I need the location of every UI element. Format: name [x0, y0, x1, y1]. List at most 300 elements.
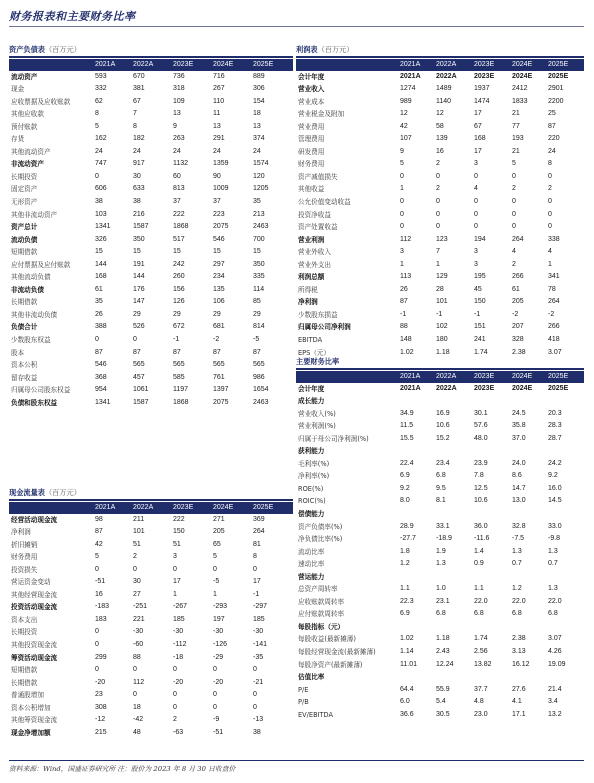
balance-sheet-row	[9, 321, 293, 334]
balance-sheet-row	[9, 71, 293, 84]
cell-value: 736	[173, 72, 185, 80]
row-label: 资产总计	[11, 223, 38, 232]
ratios-row	[296, 558, 584, 571]
ratios-col-header: 2024E	[512, 371, 548, 383]
row-label: 营业利润	[298, 235, 325, 244]
cell-value: 1	[400, 185, 404, 193]
cell-value: 0	[436, 223, 440, 231]
cell-value: 1937	[474, 85, 490, 93]
cell-value: 1.4	[474, 547, 484, 555]
cell-value: 15.2	[436, 434, 450, 442]
source-note: 资料来源：Wind，国盛证券研究所 注：股价为 2023 年 8 月 30 日收盘价	[9, 765, 236, 773]
row-label: 资产减值损失	[298, 172, 338, 181]
cell-value: 813	[173, 185, 185, 193]
cell-value: 1061	[133, 386, 149, 394]
row-label: 财务费用	[298, 160, 325, 169]
cell-value: 2.38	[512, 348, 526, 356]
cell-value: 1868	[173, 223, 189, 231]
cell-value: 13	[253, 122, 261, 130]
cash-flow-row	[9, 564, 293, 577]
cell-value	[512, 395, 548, 408]
row-label: 每股收益(最新摊薄)	[298, 635, 356, 644]
cell-value	[436, 571, 474, 584]
cell-value: 110	[213, 97, 225, 105]
cell-value: 1833	[512, 97, 528, 105]
cell-value: 88	[400, 323, 408, 331]
cell-value: 0	[173, 703, 177, 711]
row-label: 营运能力	[298, 572, 325, 581]
row-label: 应付账款周转率	[298, 610, 345, 619]
cell-value: -7.5	[512, 535, 525, 543]
cell-value: 565	[173, 361, 185, 369]
cell-value: 51	[133, 540, 141, 548]
cell-value: 12	[436, 110, 444, 118]
cell-value: 2.43	[436, 647, 450, 655]
cell-value: 2	[512, 185, 516, 193]
cell-value: 291	[213, 135, 225, 143]
cell-value: 197	[213, 615, 225, 623]
cell-value: 61	[95, 285, 103, 293]
cell-value: 14.5	[548, 497, 562, 505]
cell-value	[436, 445, 474, 458]
cell-value: 1.0	[436, 585, 446, 593]
cell-value: 1587	[133, 398, 149, 406]
cell-value: 0	[213, 691, 217, 699]
cell-value	[512, 621, 548, 634]
cell-value: 42	[400, 122, 408, 130]
cell-value: 526	[133, 323, 145, 331]
cell-value: 168	[474, 135, 486, 143]
cash-flow-col-header: 2025E	[253, 502, 293, 514]
cell-value: 12.5	[474, 484, 488, 492]
cell-value	[400, 571, 436, 584]
row-label: 所得税	[298, 285, 318, 294]
cell-value: -5	[213, 578, 220, 586]
balance-sheet-rule	[9, 56, 293, 58]
cell-value: 87	[548, 122, 556, 130]
cell-value: 13.0	[512, 497, 526, 505]
income-statement-row	[296, 321, 584, 334]
row-label: 公允价值变动收益	[298, 197, 351, 206]
cell-value: 18	[253, 110, 261, 118]
ratios-row	[296, 533, 584, 546]
cell-value: -5	[253, 335, 260, 343]
cell-value: 4	[512, 248, 516, 256]
balance-sheet-row	[9, 372, 293, 385]
cell-value: -267	[173, 603, 188, 611]
cell-value: 19.09	[548, 660, 566, 668]
balance-sheet-row	[9, 359, 293, 372]
cell-value: -63	[173, 728, 184, 736]
income-statement-title-text: 利润表	[296, 45, 318, 54]
income-statement-row	[296, 96, 584, 109]
balance-sheet-row	[9, 384, 293, 397]
row-label: 每股经营现金流(最新摊薄)	[298, 647, 376, 656]
cell-value: 221	[133, 615, 145, 623]
cell-value: 242	[173, 260, 185, 268]
cell-value: 1.2	[400, 560, 410, 568]
cell-value: 0	[253, 703, 257, 711]
ratios-col-header: 2023E	[474, 371, 512, 383]
cash-flow-col-header: 2024E	[213, 502, 253, 514]
cell-value: 670	[133, 72, 145, 80]
cell-value: 87	[95, 528, 103, 536]
cash-flow-row	[9, 576, 293, 589]
cell-value: 51	[173, 540, 181, 548]
cell-value: 207	[512, 323, 524, 331]
ratios-panel	[296, 355, 584, 721]
cell-value: 215	[95, 728, 107, 736]
cell-value: 2022A	[436, 384, 457, 392]
balance-sheet-table	[9, 59, 293, 410]
cash-flow-rule	[9, 499, 293, 501]
balance-sheet-row	[9, 246, 293, 259]
income-statement-row	[296, 209, 584, 222]
income-statement-panel	[296, 43, 584, 359]
income-statement-row	[296, 234, 584, 247]
income-statement-col-header: 2025E	[548, 59, 584, 71]
cell-value: 176	[133, 285, 145, 293]
cell-value: -20	[95, 678, 106, 686]
row-label: 长期借款	[11, 678, 38, 687]
cell-value: 0	[548, 197, 552, 205]
cell-value	[548, 508, 584, 521]
cell-value: 67	[474, 122, 482, 130]
cell-value: 0	[213, 666, 217, 674]
cell-value: 35	[253, 197, 261, 205]
cell-value: 183	[95, 615, 107, 623]
cell-value	[400, 395, 436, 408]
ratios-col-header: 2025E	[548, 371, 584, 383]
row-label: 每股净资产(最新摊薄)	[298, 660, 363, 669]
cell-value: 20.3	[548, 409, 562, 417]
cell-value: 16	[436, 147, 444, 155]
cell-value: 28	[436, 285, 444, 293]
cell-value: 672	[173, 323, 185, 331]
cell-value: 2	[173, 716, 177, 724]
cell-value: -51	[213, 728, 224, 736]
cell-value: 205	[213, 528, 225, 536]
balance-sheet-row	[9, 234, 293, 247]
cell-value: 1	[400, 260, 404, 268]
cell-value: 144	[95, 260, 107, 268]
cell-value: 1.3	[548, 547, 558, 555]
ratios-rule	[296, 368, 584, 370]
row-label: 营业成本	[298, 97, 325, 106]
cell-value	[436, 671, 474, 684]
cell-value	[400, 621, 436, 634]
cell-value: 182	[133, 135, 145, 143]
cell-value: 98	[95, 515, 103, 523]
cell-value: -13	[253, 716, 264, 724]
cell-value: 2025E	[548, 72, 569, 80]
cell-value	[474, 671, 512, 684]
cell-value: 0	[400, 197, 404, 205]
row-label: 资产处置收益	[298, 223, 338, 232]
cell-value: 7	[436, 248, 440, 256]
cell-value: 0	[512, 210, 516, 218]
row-label: 营业收入	[298, 85, 325, 94]
cell-value	[548, 445, 584, 458]
row-label: 现金净增加额	[11, 728, 51, 737]
cell-value: 15	[95, 248, 103, 256]
cell-value: 123	[436, 235, 448, 243]
cell-value: 22.0	[548, 597, 562, 605]
cell-value: 0.7	[512, 560, 522, 568]
cell-value: 1	[436, 260, 440, 268]
cell-value: 24	[133, 147, 141, 155]
cell-value: 15	[213, 248, 221, 256]
cell-value: 1140	[436, 97, 452, 105]
cash-flow-row	[9, 714, 293, 727]
ratios-row	[296, 383, 584, 396]
cell-value: 0	[512, 172, 516, 180]
cell-value: 24	[213, 147, 221, 155]
cell-value: 17	[173, 578, 181, 586]
cell-value: 28.3	[548, 422, 562, 430]
cell-value: 27	[133, 590, 141, 598]
cell-value: 191	[133, 260, 145, 268]
cell-value: 162	[95, 135, 107, 143]
cell-value: 87	[133, 348, 141, 356]
row-label: 资本公积增加	[11, 703, 51, 712]
cell-value: 78	[548, 285, 556, 293]
cell-value: 21	[512, 110, 520, 118]
cell-value: 216	[133, 210, 145, 218]
cell-value	[512, 508, 548, 521]
row-label: 流动比率	[298, 547, 325, 556]
cell-value: 3	[474, 260, 478, 268]
ratios-row	[296, 571, 584, 584]
row-label: 存货	[11, 135, 25, 144]
ratios-col-header: 2021A	[400, 371, 436, 383]
footer-divider	[9, 760, 584, 761]
row-label: 经营活动现金流	[11, 515, 58, 524]
cell-value: 185	[173, 615, 185, 623]
income-statement-row	[296, 284, 584, 297]
cash-flow-row	[9, 727, 293, 740]
cell-value: 38	[253, 728, 261, 736]
cell-value: 9	[173, 122, 177, 130]
row-label: 归属母公司净利润	[298, 323, 351, 332]
cell-value: 18	[133, 703, 141, 711]
cell-value: 308	[95, 703, 107, 711]
cell-value: 48.0	[474, 434, 488, 442]
cell-value: 989	[400, 97, 412, 105]
ratios-row	[296, 696, 584, 709]
cell-value: 546	[95, 361, 107, 369]
cell-value: 368	[95, 373, 107, 381]
cell-value: 681	[213, 323, 225, 331]
cash-flow-row	[9, 639, 293, 652]
income-statement-row	[296, 171, 584, 184]
cell-value: 32.8	[512, 522, 526, 530]
cell-value: 2021A	[400, 72, 421, 80]
balance-sheet-row	[9, 284, 293, 297]
cell-value: 241	[474, 335, 486, 343]
ratios-row	[296, 646, 584, 659]
income-statement-row	[296, 183, 584, 196]
ratios-row	[296, 508, 584, 521]
row-label: 总资产周转率	[298, 585, 338, 594]
cell-value: 3.13	[512, 647, 526, 655]
cell-value: 8	[133, 122, 137, 130]
cell-value: 3	[474, 160, 478, 168]
cell-value: 154	[253, 97, 265, 105]
cell-value: 150	[173, 528, 185, 536]
cell-value: 716	[213, 72, 225, 80]
balance-sheet-row	[9, 259, 293, 272]
ratios-row	[296, 408, 584, 421]
cash-flow-row	[9, 514, 293, 527]
balance-sheet-row	[9, 196, 293, 209]
row-label: EV/EBITDA	[298, 710, 334, 719]
income-statement-row	[296, 271, 584, 284]
cell-value: 17	[474, 147, 482, 155]
cell-value: 5	[400, 160, 404, 168]
cell-value: 1.74	[474, 635, 488, 643]
balance-sheet-title-text: 资产负债表	[9, 45, 45, 54]
cell-value: 126	[173, 298, 185, 306]
cell-value: 88	[133, 653, 141, 661]
cell-value: 1.02	[400, 348, 414, 356]
cell-value: 457	[133, 373, 145, 381]
cell-value: 546	[213, 235, 225, 243]
cell-value: 381	[133, 85, 145, 93]
cell-value: 2	[548, 185, 552, 193]
cell-value: -30	[253, 628, 264, 636]
cell-value: 24	[173, 147, 181, 155]
cell-value: 2075	[213, 223, 229, 231]
cell-value: -2	[548, 310, 555, 318]
cell-value: 37.0	[512, 434, 526, 442]
row-label: 留存收益	[11, 373, 38, 382]
cell-value: 565	[213, 361, 225, 369]
income-statement-row	[296, 221, 584, 234]
cell-value: 24	[548, 147, 556, 155]
cell-value: 1.74	[474, 348, 488, 356]
cell-value: 2075	[213, 398, 229, 406]
cell-value: -60	[133, 640, 144, 648]
cell-value: 6.8	[436, 610, 446, 618]
cell-value: 10.6	[436, 422, 450, 430]
cell-value	[548, 395, 584, 408]
cell-value: 23.1	[436, 597, 450, 605]
cell-value: -20	[173, 678, 184, 686]
cell-value: 35	[95, 298, 103, 306]
cell-value: 341	[548, 273, 560, 281]
cell-value: 12	[400, 110, 408, 118]
cell-value: 1.18	[436, 348, 450, 356]
row-label: 应收账款周转率	[298, 597, 345, 606]
cell-value: 2	[436, 160, 440, 168]
cell-value: 148	[400, 335, 412, 343]
cell-value: 0	[474, 210, 478, 218]
cell-value: 114	[253, 285, 265, 293]
cell-value: 0	[512, 197, 516, 205]
balance-sheet-row	[9, 171, 293, 184]
cell-value: 585	[173, 373, 185, 381]
cell-value: 9	[400, 147, 404, 155]
cell-value: 1574	[253, 160, 269, 168]
cell-value: 194	[474, 235, 486, 243]
cell-value: 328	[512, 335, 524, 343]
cell-value: 761	[213, 373, 225, 381]
cell-value: 7.8	[474, 472, 484, 480]
income-statement-row	[296, 246, 584, 259]
cell-value: 266	[512, 273, 524, 281]
cell-value: 129	[436, 273, 448, 281]
cell-value: 21	[512, 147, 520, 155]
cash-flow-row	[9, 526, 293, 539]
cell-value: 593	[95, 72, 107, 80]
cell-value: 1489	[436, 85, 452, 93]
cell-value: 23.0	[474, 710, 488, 718]
cell-value: 318	[173, 85, 185, 93]
cell-value: 0	[95, 628, 99, 636]
cell-value: 1.3	[512, 547, 522, 555]
row-label: 净利润	[11, 528, 31, 537]
income-statement-row	[296, 259, 584, 272]
ratios-row	[296, 433, 584, 446]
cell-value: 55.9	[436, 685, 450, 693]
cell-value	[436, 621, 474, 634]
cell-value	[400, 671, 436, 684]
cell-value: 6.8	[548, 610, 558, 618]
income-statement-rule	[296, 56, 584, 58]
cell-value: 24.5	[512, 409, 526, 417]
balance-sheet-row	[9, 183, 293, 196]
cell-value: 0	[95, 565, 99, 573]
cell-value: 234	[213, 273, 225, 281]
cell-value: 113	[400, 273, 412, 281]
cell-value: 2	[436, 185, 440, 193]
cash-flow-row	[9, 677, 293, 690]
cell-value: 2024E	[512, 72, 533, 80]
row-label: 其他应收款	[11, 110, 44, 119]
cell-value: 2025E	[548, 384, 569, 392]
cell-value: 67	[133, 97, 141, 105]
cell-value: 30	[133, 578, 141, 586]
cell-value: 8.0	[400, 497, 410, 505]
cell-value: 15	[173, 248, 181, 256]
cash-flow-panel	[9, 486, 293, 739]
cell-value: 0	[95, 666, 99, 674]
cell-value: 267	[213, 85, 225, 93]
cash-flow-row	[9, 702, 293, 715]
row-label: 营业费用	[298, 122, 325, 131]
cell-value: 5	[512, 160, 516, 168]
ratios-row	[296, 596, 584, 609]
cell-value: 565	[133, 361, 145, 369]
cell-value: 1.02	[400, 635, 414, 643]
cell-value: 30.5	[436, 710, 450, 718]
row-label: 营业税金及附加	[298, 110, 345, 119]
cell-value: 0	[548, 210, 552, 218]
cell-value: 24	[253, 147, 261, 155]
cell-value: 13	[173, 110, 181, 118]
row-label: 归属母公司股东权益	[11, 386, 71, 395]
cell-value: 61	[512, 285, 520, 293]
cell-value: 57.6	[474, 422, 488, 430]
cell-value: 213	[253, 210, 265, 218]
cell-value: 260	[173, 273, 185, 281]
cell-value: 15	[253, 248, 261, 256]
cell-value: 1.1	[400, 585, 410, 593]
cell-value: 326	[95, 235, 107, 243]
cell-value: 22.0	[512, 597, 526, 605]
cell-value: 1.18	[436, 635, 450, 643]
